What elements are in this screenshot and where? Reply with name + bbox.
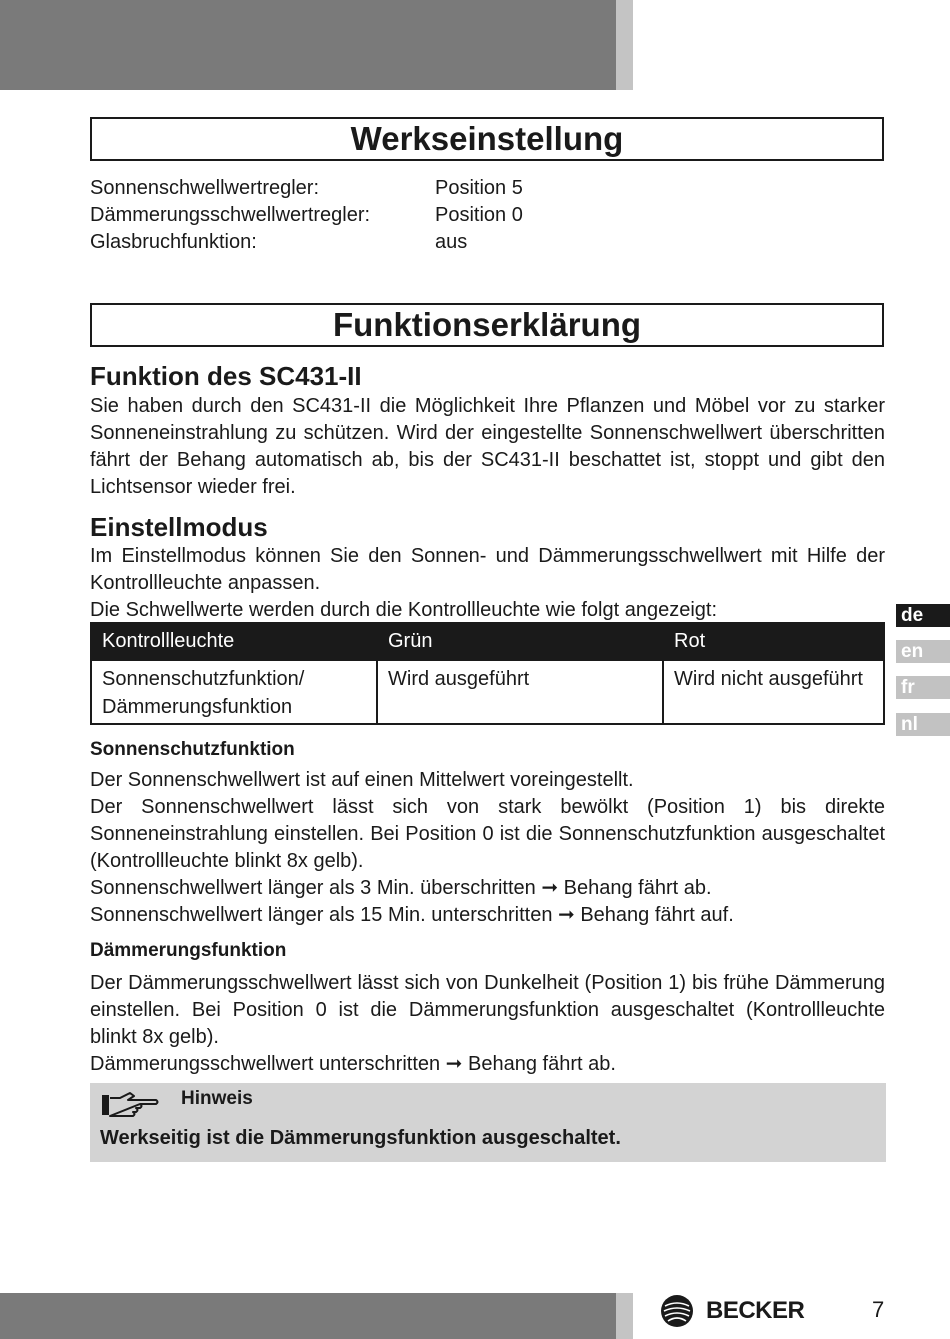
factory-settings-list — [90, 175, 523, 256]
brand-name: BECKER — [706, 1297, 805, 1324]
function-paragraph: Sie haben durch den SC431-II die Möglichkeit Ihre Pflanzen und Möbel vor zu starker Sonneneinstrahlung zu schützen. Wird der eingestellte Sonnenschwellwert überschritten fährt der Behang automatisch ab, bis der SC431-II beschattet ist, stoppt und gibt den Lichtsensor wieder frei. — [90, 395, 885, 498]
factory-settings-title: Werkseinstellung — [90, 117, 884, 161]
table-header: Rot — [663, 623, 884, 660]
table-header: Kontrollleuchte — [91, 623, 377, 660]
setup-mode-heading: Einstellmodus — [90, 512, 268, 542]
sun-line: Sonnenschwellwert länger als 15 Min. unterschritten ➞ Behang fährt auf. — [90, 904, 734, 926]
setting-row — [90, 229, 523, 256]
dusk-line: Der Dämmerungsschwellwert lässt sich von Dunkelheit (Position 1) bis frühe Dämmerung einstellen. Bei Position 0 ist die Dämmerungsfunktion ausgeschaltet (Kontrollleuchte blinkt 8x gelb). — [90, 972, 885, 1048]
brand-logo — [660, 1294, 804, 1328]
sun-line: Der Sonnenschwellwert lässt sich von stark bewölkt (Position 1) bis direkte Sonneneinstrahlung einstellen. Bei Position 0 ist die Sonnenschutzfunktion ausgeschaltet (Kontrollleuchte blinkt 8x gelb). — [90, 796, 885, 872]
language-tab-fr[interactable]: fr — [896, 676, 950, 699]
note-title: Hinweis — [181, 1088, 253, 1109]
table-cell: Wird nicht ausgeführt — [663, 660, 884, 724]
setup-paragraph-2: Die Schwellwerte werden durch die Kontrollleuchte wie folgt angezeigt: — [90, 599, 718, 621]
sun-line: Sonnenschwellwert länger als 3 Min. überschritten ➞ Behang fährt ab. — [90, 877, 712, 899]
header-bar — [0, 0, 616, 90]
function-explanation-title: Funktionserklärung — [90, 303, 884, 347]
setting-value: aus — [435, 231, 468, 253]
footer-bar — [0, 1293, 616, 1339]
dusk-heading: Dämmerungsfunktion — [90, 940, 287, 961]
table-header: Grün — [377, 623, 663, 660]
indicator-table — [90, 622, 885, 725]
page-number: 7 — [872, 1297, 885, 1322]
sun-protection-heading: Sonnenschutzfunktion — [90, 739, 295, 760]
language-tab-nl[interactable]: nl — [896, 713, 950, 736]
note-box — [90, 1083, 886, 1162]
header-bar-edge — [616, 0, 633, 90]
language-tab-en[interactable]: en — [896, 640, 950, 663]
dusk-line: Dämmerungsschwellwert unterschritten ➞ Behang fährt ab. — [90, 1053, 616, 1075]
pointing-hand-icon — [100, 1089, 160, 1119]
setting-label: Sonnenschwellwertregler: — [90, 177, 320, 199]
language-tab-de[interactable]: de — [896, 604, 950, 627]
setting-row — [90, 175, 523, 202]
setting-row — [90, 202, 523, 229]
setting-value: Position 5 — [435, 177, 523, 199]
sun-line: Der Sonnenschwellwert ist auf einen Mittelwert voreingestellt. — [90, 769, 634, 791]
dusk-text — [90, 970, 885, 1078]
function-text — [90, 393, 885, 501]
table-cell: Sonnenschutzfunktion/ Dämmerungsfunktion — [91, 660, 377, 724]
table-row — [91, 660, 884, 724]
setting-label: Dämmerungsschwellwertregler: — [90, 204, 371, 226]
setting-label: Glasbruchfunktion: — [90, 231, 257, 253]
note-text: Werkseitig ist die Dämmerungsfunktion ausgeschaltet. — [100, 1127, 621, 1149]
setup-mode-text — [90, 543, 885, 624]
sun-protection-text — [90, 767, 885, 929]
function-heading: Funktion des SC431-II — [90, 361, 362, 391]
setting-value: Position 0 — [435, 204, 523, 226]
footer-bar-edge — [616, 1293, 633, 1339]
brand-logo-icon — [660, 1294, 694, 1328]
table-cell: Wird ausgeführt — [377, 660, 663, 724]
setup-paragraph-1: Im Einstellmodus können Sie den Sonnen- und Dämmerungsschwellwert mit Hilfe der Kontrollleuchte anpassen. — [90, 545, 885, 594]
